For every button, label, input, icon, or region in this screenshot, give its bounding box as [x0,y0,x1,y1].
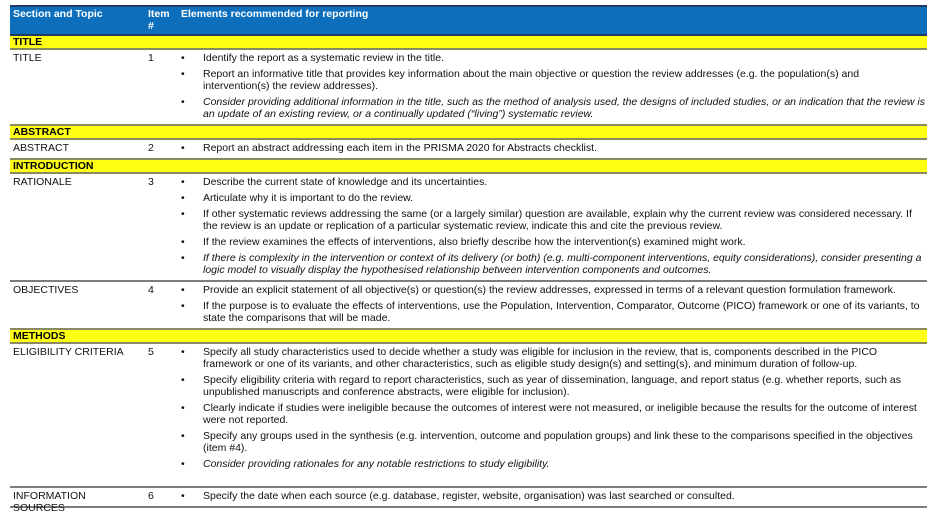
reporting-element [181,176,927,188]
reporting-element-text: Clearly indicate if studies were ineligible because the outcomes of interest were not measured, or ineligible because the results for the outcome of interest were not reported. [203,402,917,426]
reporting-element [181,142,927,154]
header-elements: Elements recommended for reporting [181,8,369,20]
reporting-elements-list [181,344,927,486]
reporting-element-text: Consider providing additional information in the title, such as the method of analysis used, the designs of included studies, or an indication that the review is an update of an existing review, or a continually updated (“living”) systematic review. [203,96,926,120]
row-item-number: 1 [148,52,154,64]
bullet-icon: • [181,430,185,442]
bullet-icon: • [181,176,185,188]
bullet-icon: • [181,374,185,386]
row-topic: TITLE [13,52,42,64]
reporting-element-text: Identify the report as a systematic review in the title. [203,52,445,64]
row-topic: INFORMATION SOURCES [13,490,86,514]
reporting-elements-list [181,488,927,506]
header-item-number: Item # [148,8,170,32]
table-row [10,282,927,328]
table-header [10,5,927,36]
row-item-number: 5 [148,346,154,358]
table-body [10,36,927,514]
reporting-element-text: If the purpose is to evaluate the effects of interventions, use the Population, Intervention, Comparator, Outcome (PICO) framework or one of its variants, to state the comparisons that will be made. [203,300,920,324]
reporting-elements-list [181,282,927,328]
reporting-element-text: Consider providing rationales for any notable restrictions to study eligibility. [203,458,550,470]
reporting-element-text: Specify the date when each source (e.g. database, register, website, organisation) was last searched or consulted. [203,490,735,502]
section-header-introduction: INTRODUCTION [10,158,927,174]
reporting-element [181,52,927,64]
row-item-number: 4 [148,284,154,296]
bullet-icon: • [181,252,185,264]
reporting-element-text: Provide an explicit statement of all objective(s) or question(s) the review addresses, expressed in terms of a relevant question formulation framework. [203,284,896,296]
reporting-element [181,430,927,454]
row-topic: ABSTRACT [13,142,70,154]
row-item-number: 3 [148,176,154,188]
bullet-icon: • [181,458,185,470]
row-topic: OBJECTIVES [13,284,79,296]
table-row [10,344,927,488]
row-topic: ELIGIBILITY CRITERIA [13,346,124,358]
bullet-icon: • [181,346,185,358]
bullet-icon: • [181,490,185,502]
reporting-element-text: Describe the current state of knowledge and its uncertainties. [203,176,488,188]
reporting-elements-list [181,50,927,124]
bullet-icon: • [181,284,185,296]
reporting-element [181,96,927,120]
reporting-element [181,236,927,248]
reporting-element-text: If the review examines the effects of interventions, also briefly describe how the intervention(s) examined might work. [203,236,746,248]
reporting-element [181,208,927,232]
section-header-title: TITLE [10,36,927,50]
row-item-number: 2 [148,142,154,154]
reporting-element [181,458,927,470]
reporting-element-text: Articulate why it is important to do the review. [203,192,414,204]
prisma-checklist-table [10,5,927,514]
section-header-methods: METHODS [10,328,927,344]
reporting-element-text: Specify eligibility criteria with regard to report characteristics, such as year of dissemination, language, and report status (e.g. whether reports, such as unpublished manuscripts and conference abstracts, were eligible for inclusion). [203,374,901,398]
row-item-number: 6 [148,490,154,502]
reporting-element [181,284,927,296]
reporting-element [181,252,927,276]
bullet-icon: • [181,300,185,312]
bullet-icon: • [181,192,185,204]
reporting-element-text: If other systematic reviews addressing the same (or a largely similar) question are available, explain why the current review was considered necessary. If the review is an update or replication of a particular systematic review, indicate this and cite the previous review. [203,208,912,232]
reporting-element [181,490,927,502]
reporting-element-text: Specify all study characteristics used to decide whether a study was eligible for inclusion in the review, that is, components described in the PICO framework or one of its variants, and other characteristics, such as eligible study design(s) and setting(s), and minimum duration of follow-up. [203,346,878,370]
reporting-element [181,374,927,398]
reporting-element [181,402,927,426]
reporting-elements-list [181,140,927,158]
bullet-icon: • [181,208,185,220]
bullet-icon: • [181,68,185,80]
reporting-element-text: Report an informative title that provides key information about the main objective or question the review addresses (e.g. the population(s) and intervention(s) the review addresses). [203,68,860,92]
bullet-icon: • [181,236,185,248]
reporting-element [181,346,927,370]
section-header-abstract: ABSTRACT [10,124,927,140]
bullet-icon: • [181,52,185,64]
bullet-icon: • [181,402,185,414]
reporting-element-text: Report an abstract addressing each item in the PRISMA 2020 for Abstracts checklist. [203,142,597,154]
row-topic: RATIONALE [13,176,72,188]
reporting-element [181,192,927,204]
table-row [10,50,927,124]
table-row [10,488,927,514]
reporting-elements-list [181,174,927,280]
reporting-element [181,300,927,324]
header-section-topic: Section and Topic [13,8,103,20]
bullet-icon: • [181,96,185,108]
table-row [10,140,927,158]
bullet-icon: • [181,142,185,154]
reporting-element [181,68,927,92]
reporting-element-text: Specify any groups used in the synthesis (e.g. intervention, outcome and population groups) and link these to the comparisons specified in the objectives (item #4). [203,430,913,454]
table-row [10,174,927,282]
reporting-element-text: If there is complexity in the intervention or context of its delivery (or both) (e.g. multi-component interventions, equity considerations), consider presenting a logic model to visually display the hypothesised relationship between intervention components and outcomes. [203,252,922,276]
